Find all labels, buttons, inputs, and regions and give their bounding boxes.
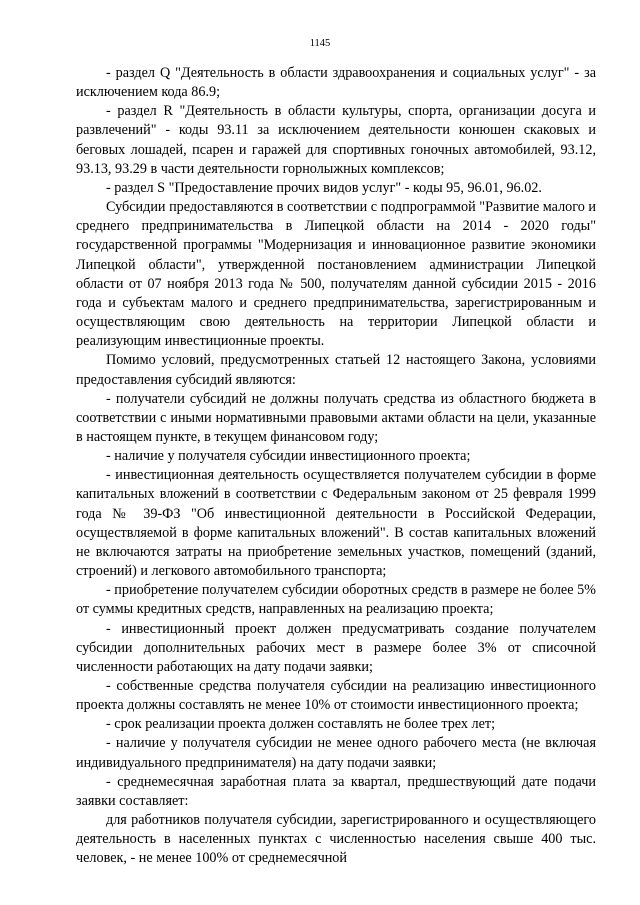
condition-no-regional-funds: - получатели субсидий не должны получать средства из областного бюджета в соответствии с иными нормативными правовыми актами области на цели, указанные в настоящем пункте, в текущем финансовом году;: [76, 390, 596, 445]
page-number: 1145: [309, 38, 331, 49]
condition-new-jobs: - инвестиционный проект должен предусматривать создание получателем субсидии дополнительных рабочих мест в размере более 3% от списочной численности работающих на дату подачи заявки;: [76, 620, 596, 675]
document-body: [76, 64, 596, 869]
condition-average-salary: - среднемесячная заработная плата за квартал, предшествующий дате подачи заявки составляет:: [76, 773, 596, 809]
paragraph-section-s: - раздел S "Предоставление прочих видов услуг" - коды 95, 96.01, 96.02.: [106, 179, 542, 196]
paragraph-salary-large-settlements: для работников получателя субсидии, зарегистрированного и осуществляющего деятельность в населенных пунктах с численностью населения свыше 400 тыс. человек, - не менее 100% от среднемесячной: [76, 812, 596, 867]
condition-project-term: - срок реализации проекта должен составлять не более трех лет;: [106, 716, 496, 733]
condition-working-capital: - приобретение получателем субсидии оборотных средств в размере не более 5% от суммы кредитных средств, направленных на реализацию проекта;: [76, 582, 596, 618]
paragraph-subsidies-provided: Субсидии предоставляются в соответствии с подпрограммой "Развитие малого и среднего предпринимательства в Липецкой области на 2014 - 2020 годы" государственной программы "Модернизация и инновационное развитие экономики Липецкой области", утвержденной постановлением администрации Липецкой области от 07 ноября 2013 года № 500, получателям данной субсидии 2015 - 2016 года и субъектам малого и среднего предпринимательства, зарегистрированным и осуществляющим свою деятельность на территории Липецкой области и реализующим инвестиционные проекты.: [76, 199, 596, 350]
condition-investment-project: - наличие у получателя субсидии инвестиционного проекта;: [106, 448, 471, 465]
condition-own-funds: - собственные средства получателя субсидии на реализацию инвестиционного проекта должны составлять не менее 10% от стоимости инвестиционного проекта;: [76, 678, 596, 714]
condition-one-workplace: - наличие у получателя субсидии не менее одного рабочего места (не включая индивидуального предпринимателя) на дату подачи заявки;: [76, 735, 596, 771]
paragraph-conditions-intro: Помимо условий, предусмотренных статьей 12 настоящего Закона, условиями предоставления субсидий являются:: [76, 352, 596, 388]
condition-capital-investments: - инвестиционная деятельность осуществляется получателем субсидии в форме капитальных вложений в соответствии с Федеральным законом от 25 февраля 1999 года № 39-ФЗ "Об инвестиционной деятельности в Российской Федерации, осуществляемой в форме капитальных вложений". В состав капитальных вложений не включаются затраты на приобретение земельных участков, помещений (зданий, строений) и легкового автомобильного транспорта;: [76, 467, 596, 580]
paragraph-section-r: - раздел R "Деятельность в области культуры, спорта, организации досуга и развлечений" - коды 93.11 за исключением деятельности конюшен скаковых и беговых лошадей, псарен и гаражей для спортивных гоночных автомобилей, 93.12, 93.13, 93.29 в части деятельности горнолыжных комплексов;: [76, 103, 596, 177]
paragraph-section-q: - раздел Q "Деятельность в области здравоохранения и социальных услуг" - за исключением кода 86.9;: [76, 65, 596, 101]
